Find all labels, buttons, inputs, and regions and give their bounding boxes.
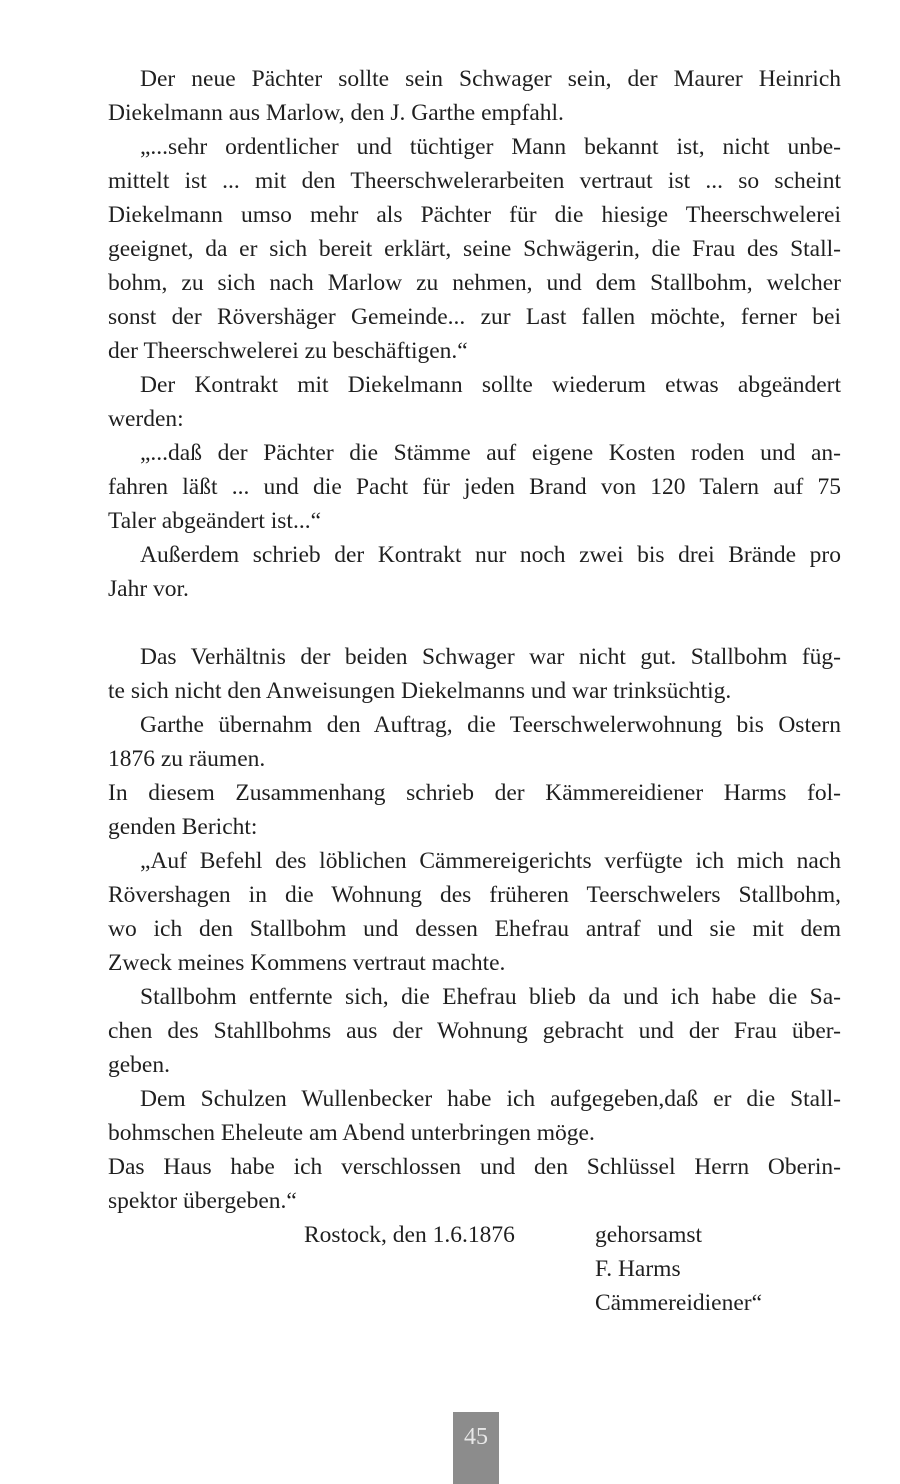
quote-contract-terms — [108, 436, 841, 538]
text-line: 1876 zu räumen. — [108, 746, 266, 772]
quote-report-visit — [108, 844, 841, 980]
text-line: Garthe übernahm den Auftrag, die Teerschwelerwohnung bis Ostern — [140, 712, 841, 738]
paragraph-new-tenant — [108, 62, 841, 130]
text-line: In diesem Zusammenhang schrieb der Kämmereidiener Harms fol- — [108, 780, 841, 806]
text-line: Zweck meines Kommens vertraut machte. — [108, 950, 506, 976]
text-line: Jahr vor. — [108, 576, 189, 602]
text-line: Das Verhältnis der beiden Schwager war nicht gut. Stallbohm füg- — [140, 644, 841, 670]
quote-report-mayor — [108, 1082, 841, 1150]
page-number: 45 — [453, 1412, 499, 1484]
paragraph-gap — [108, 606, 841, 640]
text-line: der Theerschwelerei zu beschäftigen.“ — [108, 338, 468, 364]
text-line: sonst der Rövershäger Gemeinde... zur Last fallen möchte, ferner bei — [108, 304, 841, 330]
paragraph-relationship — [108, 640, 841, 708]
text-line: Außerdem schrieb der Kontrakt nur noch zwei bis drei Brände pro — [140, 542, 841, 568]
text-line: Das Haus habe ich verschlossen und den Schlüssel Herrn Oberin- — [108, 1154, 841, 1180]
text-line: chen des Stahllbohms aus der Wohnung gebracht und der Frau über- — [108, 1018, 841, 1044]
text-line: werden: — [108, 406, 184, 432]
text-line: te sich nicht den Anweisungen Diekelmanns und war trinksüchtig. — [108, 678, 732, 704]
text-line: „Auf Befehl des löblichen Cämmereigerichts verfügte ich mich nach — [140, 848, 841, 874]
signature-closing: gehorsamst — [595, 1222, 703, 1248]
text-line: „...daß der Pächter die Stämme auf eigene Kosten roden und an- — [140, 440, 841, 466]
text-line: spektor übergeben.“ — [108, 1188, 297, 1214]
signature-place-date: Rostock, den 1.6.1876 — [304, 1222, 515, 1248]
text-line: fahren läßt ... und die Pacht für jeden Brand von 120 Talern auf 75 — [108, 474, 841, 500]
quote-report-belongings — [108, 980, 841, 1082]
signature-name: F. Harms — [595, 1256, 681, 1282]
signature-title: Cämmereidiener“ — [595, 1290, 763, 1316]
text-line: Diekelmann umso mehr als Pächter für die hiesige Theerschwelerei — [108, 202, 841, 228]
paragraph-fires-per-year — [108, 538, 841, 606]
quote-report-house — [108, 1150, 841, 1218]
text-line: bohm, zu sich nach Marlow zu nehmen, und dem Stallbohm, welcher — [108, 270, 841, 296]
text-line: wo ich den Stallbohm und dessen Ehefrau antraf und sie mit dem — [108, 916, 841, 942]
text-line: „...sehr ordentlicher und tüchtiger Mann bekannt ist, nicht unbe- — [140, 134, 841, 160]
text-line: geeignet, da er sich bereit erklärt, seine Schwägerin, die Frau des Stall- — [108, 236, 841, 262]
text-line: mittelt ist ... mit den Theerschwelerarbeiten vertraut ist ... so scheint — [108, 168, 841, 194]
quote-recommendation — [108, 130, 841, 368]
signature-signer — [595, 1218, 762, 1320]
text-line: Diekelmann aus Marlow, den J. Garthe empfahl. — [108, 100, 564, 126]
text-line: genden Bericht: — [108, 814, 258, 840]
text-line: Der neue Pächter sollte sein Schwager sein, der Maurer Heinrich — [140, 66, 841, 92]
text-line: Taler abgeändert ist...“ — [108, 508, 322, 534]
text-line: geben. — [108, 1052, 170, 1078]
text-line: Stallbohm entfernte sich, die Ehefrau blieb da und ich habe die Sa- — [140, 984, 841, 1010]
text-line: Der Kontrakt mit Diekelmann sollte wiederum etwas abgeändert — [140, 372, 841, 398]
signature-block — [108, 1218, 841, 1320]
paragraph-garthe-order — [108, 708, 841, 776]
page-body — [108, 62, 841, 1320]
text-line: Dem Schulzen Wullenbecker habe ich aufgegeben,daß er die Stall- — [140, 1086, 841, 1112]
paragraph-contract — [108, 368, 841, 436]
paragraph-report-intro — [108, 776, 841, 844]
text-line: Rövershagen in die Wohnung des früheren Teerschwelers Stallbohm, — [108, 882, 841, 908]
text-line: bohmschen Eheleute am Abend unterbringen möge. — [108, 1120, 595, 1146]
